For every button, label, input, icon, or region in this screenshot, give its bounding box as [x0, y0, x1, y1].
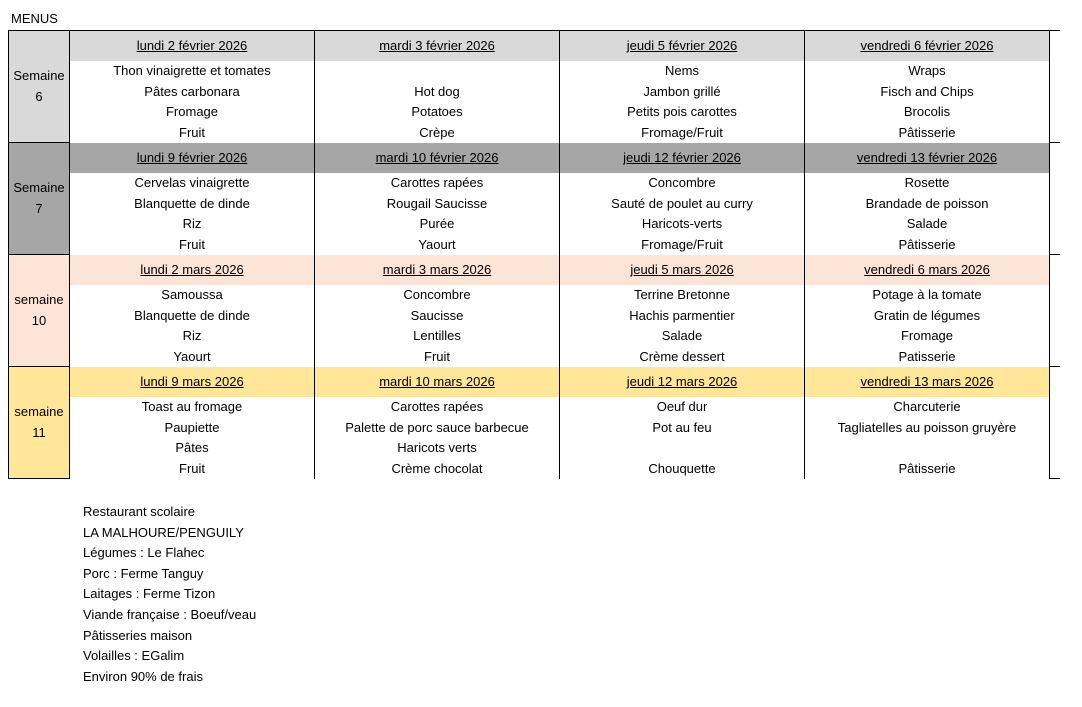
day-column: [315, 367, 560, 478]
dish-main: Blanquette de dinde: [134, 195, 250, 211]
dish-side: Riz: [182, 328, 202, 343]
dish-list: [805, 61, 1049, 143]
day-header: lundi 2 février 2026: [70, 31, 314, 61]
dish-side: Pâtes: [175, 440, 209, 455]
day-column: [805, 255, 1050, 366]
dish-main: Pot au feu: [652, 419, 712, 435]
dish-list: [560, 397, 804, 479]
day-column: [70, 143, 315, 254]
dish-starter: Wraps: [908, 63, 946, 78]
menu-grid: [8, 30, 1060, 479]
dish-starter: Charcuterie: [893, 399, 961, 414]
footer-supplier-meat: Viande française : Boeuf/veau: [83, 606, 257, 622]
dish-side: [560, 438, 804, 459]
dish-main: Tagliatelles au poisson gruyère: [837, 419, 1017, 435]
footer-supplier-vegetables: Légumes : Le Flahec: [83, 545, 205, 561]
dish-side: Purée: [419, 216, 455, 231]
day-column: [560, 143, 805, 254]
week-label-word: semaine: [14, 292, 64, 307]
week-block: [9, 31, 1060, 143]
day-column: [560, 367, 805, 478]
day-column: [315, 31, 560, 142]
dish-list: [560, 61, 804, 143]
week-label: [9, 367, 70, 478]
dish-list: [315, 285, 559, 367]
week-label-word: Semaine: [13, 180, 65, 195]
day-column: [560, 255, 805, 366]
dish-starter: Cervelas vinaigrette: [134, 175, 250, 190]
dish-main: Rougail Saucisse: [386, 195, 488, 211]
dish-starter: Thon vinaigrette et tomates: [113, 63, 271, 78]
day-header: mardi 10 février 2026: [315, 143, 559, 173]
day-column: [805, 143, 1050, 254]
day-header: jeudi 12 février 2026: [560, 143, 804, 173]
dish-side: Fromage: [900, 328, 954, 343]
dish-main: Blanquette de dinde: [134, 307, 250, 323]
footer-school-name: LA MALHOURE/PENGUILY: [83, 524, 244, 540]
dish-side: Haricots verts: [397, 440, 477, 455]
footer-pastries: Pâtisseries maison: [83, 627, 193, 643]
dish-main: Gratin de légumes: [873, 307, 981, 323]
footer-fresh-share: Environ 90% de frais: [83, 668, 203, 684]
dish-main: Hot dog: [414, 83, 460, 99]
day-column: [560, 31, 805, 142]
week-label-number: 7: [35, 200, 43, 216]
dish-main: Hachis parmentier: [629, 307, 735, 323]
dish-starter: Carottes rapées: [390, 175, 484, 190]
dish-main: Fisch and Chips: [880, 83, 974, 99]
day-column: [805, 31, 1050, 142]
dish-dessert: Crème dessert: [639, 348, 725, 364]
dish-list: [70, 61, 314, 143]
dish-list: [560, 285, 804, 367]
dish-starter: Potage à la tomate: [872, 287, 982, 302]
dish-starter: Oeuf dur: [656, 399, 708, 414]
week-label: [9, 255, 70, 366]
dish-main: Jambon grillé: [643, 83, 721, 99]
day-header: lundi 9 février 2026: [70, 143, 314, 173]
day-header: vendredi 6 février 2026: [805, 31, 1049, 61]
week-block: [9, 143, 1060, 255]
dish-dessert: Fruit: [179, 460, 205, 476]
dish-starter: [315, 61, 559, 82]
dish-side: Salade: [906, 216, 948, 231]
dish-side: Lentilles: [413, 328, 461, 343]
week-label-word: semaine: [14, 404, 64, 419]
day-header: mardi 3 février 2026: [315, 31, 559, 61]
week-block: [9, 367, 1060, 479]
dish-side: Petits pois carottes: [627, 104, 737, 119]
dish-list: [70, 285, 314, 367]
dish-starter: Carottes rapées: [390, 399, 484, 414]
dish-starter: Terrine Bretonne: [633, 287, 731, 302]
dish-starter: Rosette: [904, 175, 950, 190]
dish-main: Paupiette: [164, 419, 220, 435]
dish-dessert: Pâtisserie: [898, 124, 956, 140]
dish-main: Sauté de poulet au curry: [611, 195, 753, 211]
day-column: [70, 31, 315, 142]
dish-side: Haricots-verts: [641, 216, 723, 231]
dish-side: Fromage: [165, 104, 219, 119]
day-header: lundi 2 mars 2026: [70, 255, 314, 285]
day-column: [70, 367, 315, 478]
dish-side: Riz: [182, 216, 202, 231]
dish-dessert: Pâtisserie: [898, 236, 956, 252]
day-header: mardi 3 mars 2026: [315, 255, 559, 285]
dish-dessert: Yaourt: [173, 348, 211, 364]
dish-list: [315, 61, 559, 143]
dish-dessert: Fromage/Fruit: [641, 236, 723, 252]
week-label: [9, 143, 70, 254]
dish-main: Pâtes carbonara: [144, 83, 240, 99]
day-column: [315, 255, 560, 366]
dish-main: Saucisse: [410, 307, 464, 323]
dish-list: [70, 173, 314, 255]
dish-list: [560, 173, 804, 255]
week-label-number: 10: [31, 312, 47, 328]
day-header: vendredi 13 février 2026: [805, 143, 1049, 173]
dish-dessert: Fruit: [179, 124, 205, 140]
dish-dessert: Chouquette: [648, 460, 716, 476]
dish-dessert: Fruit: [179, 236, 205, 252]
dish-dessert: Pâtisserie: [898, 460, 956, 476]
dish-dessert: Fromage/Fruit: [641, 124, 723, 140]
day-header: lundi 9 mars 2026: [70, 367, 314, 397]
dish-list: [315, 173, 559, 255]
dish-side: [805, 438, 1049, 459]
day-header: vendredi 13 mars 2026: [805, 367, 1049, 397]
dish-side: Potatoes: [411, 104, 463, 119]
dish-side: Brocolis: [903, 104, 951, 119]
footer-restaurant: Restaurant scolaire: [83, 504, 195, 519]
day-header: vendredi 6 mars 2026: [805, 255, 1049, 285]
footer-supplier-pork: Porc : Ferme Tanguy: [83, 565, 204, 581]
day-column: [70, 255, 315, 366]
week-block: [9, 255, 1060, 367]
day-header: mardi 10 mars 2026: [315, 367, 559, 397]
dish-list: [805, 397, 1049, 479]
dish-list: [805, 173, 1049, 255]
dish-starter: Concombre: [403, 287, 471, 302]
week-label-number: 11: [32, 424, 46, 440]
day-column: [805, 367, 1050, 478]
dish-side: Salade: [661, 328, 703, 343]
dish-starter: Nems: [665, 63, 699, 78]
dish-starter: Concombre: [648, 175, 716, 190]
week-label-number: 6: [35, 88, 43, 104]
dish-list: [70, 397, 314, 479]
dish-dessert: Crème chocolat: [391, 460, 483, 476]
footer-notes: [83, 502, 256, 687]
dish-starter: Samoussa: [161, 287, 223, 302]
footer-poultry: Volailles : EGalim: [83, 648, 185, 664]
day-header: jeudi 12 mars 2026: [560, 367, 804, 397]
week-label-word: Semaine: [13, 68, 65, 83]
sheet-title: MENUS: [11, 11, 58, 26]
dish-starter: Toast au fromage: [141, 399, 243, 414]
dish-list: [805, 285, 1049, 367]
dish-main: Brandade de poisson: [865, 195, 989, 211]
dish-main: Palette de porc sauce barbecue: [345, 419, 529, 435]
day-header: jeudi 5 février 2026: [560, 31, 804, 61]
dish-dessert: Fruit: [424, 348, 450, 364]
dish-dessert: Patisserie: [898, 348, 956, 364]
day-header: jeudi 5 mars 2026: [560, 255, 804, 285]
dish-dessert: Crèpe: [419, 124, 455, 140]
day-column: [315, 143, 560, 254]
dish-list: [315, 397, 559, 479]
footer-supplier-dairy: Laitages : Ferme Tizon: [83, 586, 216, 602]
week-label: [9, 31, 70, 142]
dish-dessert: Yaourt: [418, 236, 456, 252]
